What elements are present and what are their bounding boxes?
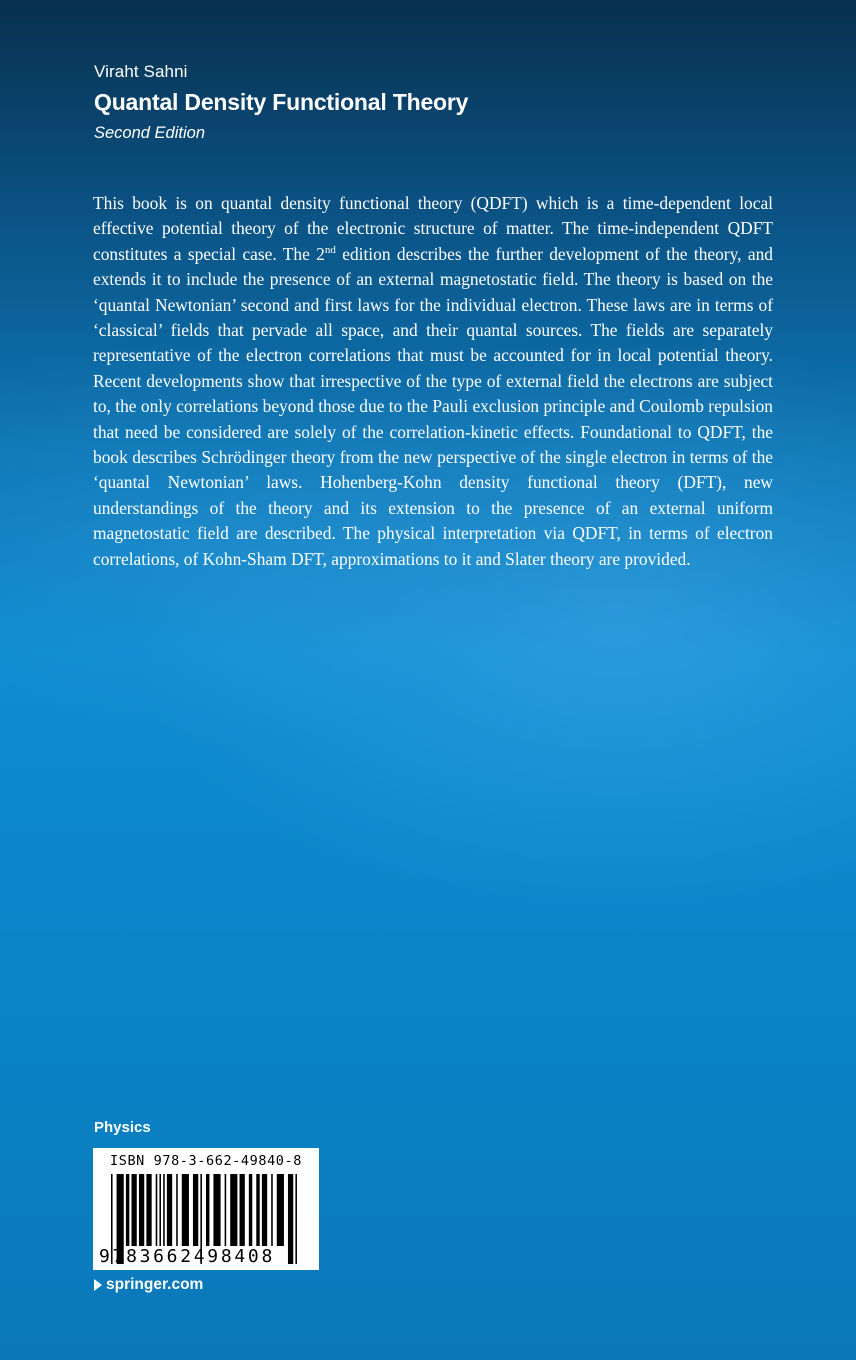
barcode-bar xyxy=(271,1174,273,1246)
publisher-link[interactable] xyxy=(94,1276,203,1294)
description-part-1: This book is on quantal density functional theory (QDFT) which is a time-dependent local effective potential theory of the electronic structure of matter. The time-independent QDFT constitutes a special case. The 2 xyxy=(93,193,773,264)
barcode-bar xyxy=(225,1174,227,1246)
barcode-bar xyxy=(163,1174,165,1246)
barcode-bar xyxy=(262,1174,267,1246)
barcode-bar xyxy=(213,1174,220,1246)
author-name: Viraht Sahni xyxy=(94,62,188,81)
barcode-bar xyxy=(139,1174,144,1246)
barcode-bar xyxy=(176,1174,178,1246)
description-part-2: edition describes the further development of the theory, and extends it to include the presence of an external magnetostatic field. The theory is based on the ‘quantal Newtonian’ second and first laws for the individual electron. These laws are in terms of ‘classical’ fields that pervade all space, and their quantal sources. The fields are separately representative of the electron correlations that must be accounted for in local potential theory. Recent developments show that irrespective of the type of external field the electrons are subject to, the only correlations beyond those due to the Pauli exclusion principle and Coulomb repulsion that need be considered are solely of the correlation-kinetic effects. Foundational to QDFT, the book describes Schrödinger theory from the new perspective of the single electron in terms of the ‘quantal Newtonian’ laws. Hohenberg-Kohn density functional theory (DFT), new understandings of the theory and its extension to the presence of an external uniform magnetostatic field are described. The physical interpretation via QDFT, in terms of electron correlations, of Kohn-Sham DFT, approximations to it and Slater theory are provided. xyxy=(93,243,773,569)
barcode-bar xyxy=(206,1174,209,1246)
barcode-bar xyxy=(167,1174,172,1246)
barcode-bar xyxy=(230,1174,237,1246)
barcode-bar xyxy=(240,1174,245,1246)
subject-label: Physics xyxy=(94,1119,151,1136)
barcode-bar xyxy=(277,1174,284,1246)
edition-superscript: nd xyxy=(324,244,336,257)
barcode-bar xyxy=(249,1174,252,1246)
publisher-url: springer.com xyxy=(106,1276,204,1293)
barcode-bar xyxy=(131,1174,136,1246)
isbn-number: ISBN 978-3-662-49840-8 xyxy=(109,1153,302,1169)
book-title: Quantal Density Functional Theory xyxy=(94,89,469,115)
barcode-bar xyxy=(126,1174,129,1246)
arrow-right-icon xyxy=(94,1279,102,1291)
barcode-bar xyxy=(159,1174,161,1246)
ean-digits: 9783662498408 xyxy=(99,1246,275,1267)
barcode-bar xyxy=(182,1174,189,1246)
isbn-barcode xyxy=(93,1148,319,1270)
barcode-bar xyxy=(193,1174,198,1246)
edition-label: Second Edition xyxy=(94,124,205,142)
book-description xyxy=(93,191,773,572)
barcode-bar xyxy=(156,1174,158,1246)
barcode-bar xyxy=(146,1174,151,1246)
barcode-bar xyxy=(256,1174,259,1246)
